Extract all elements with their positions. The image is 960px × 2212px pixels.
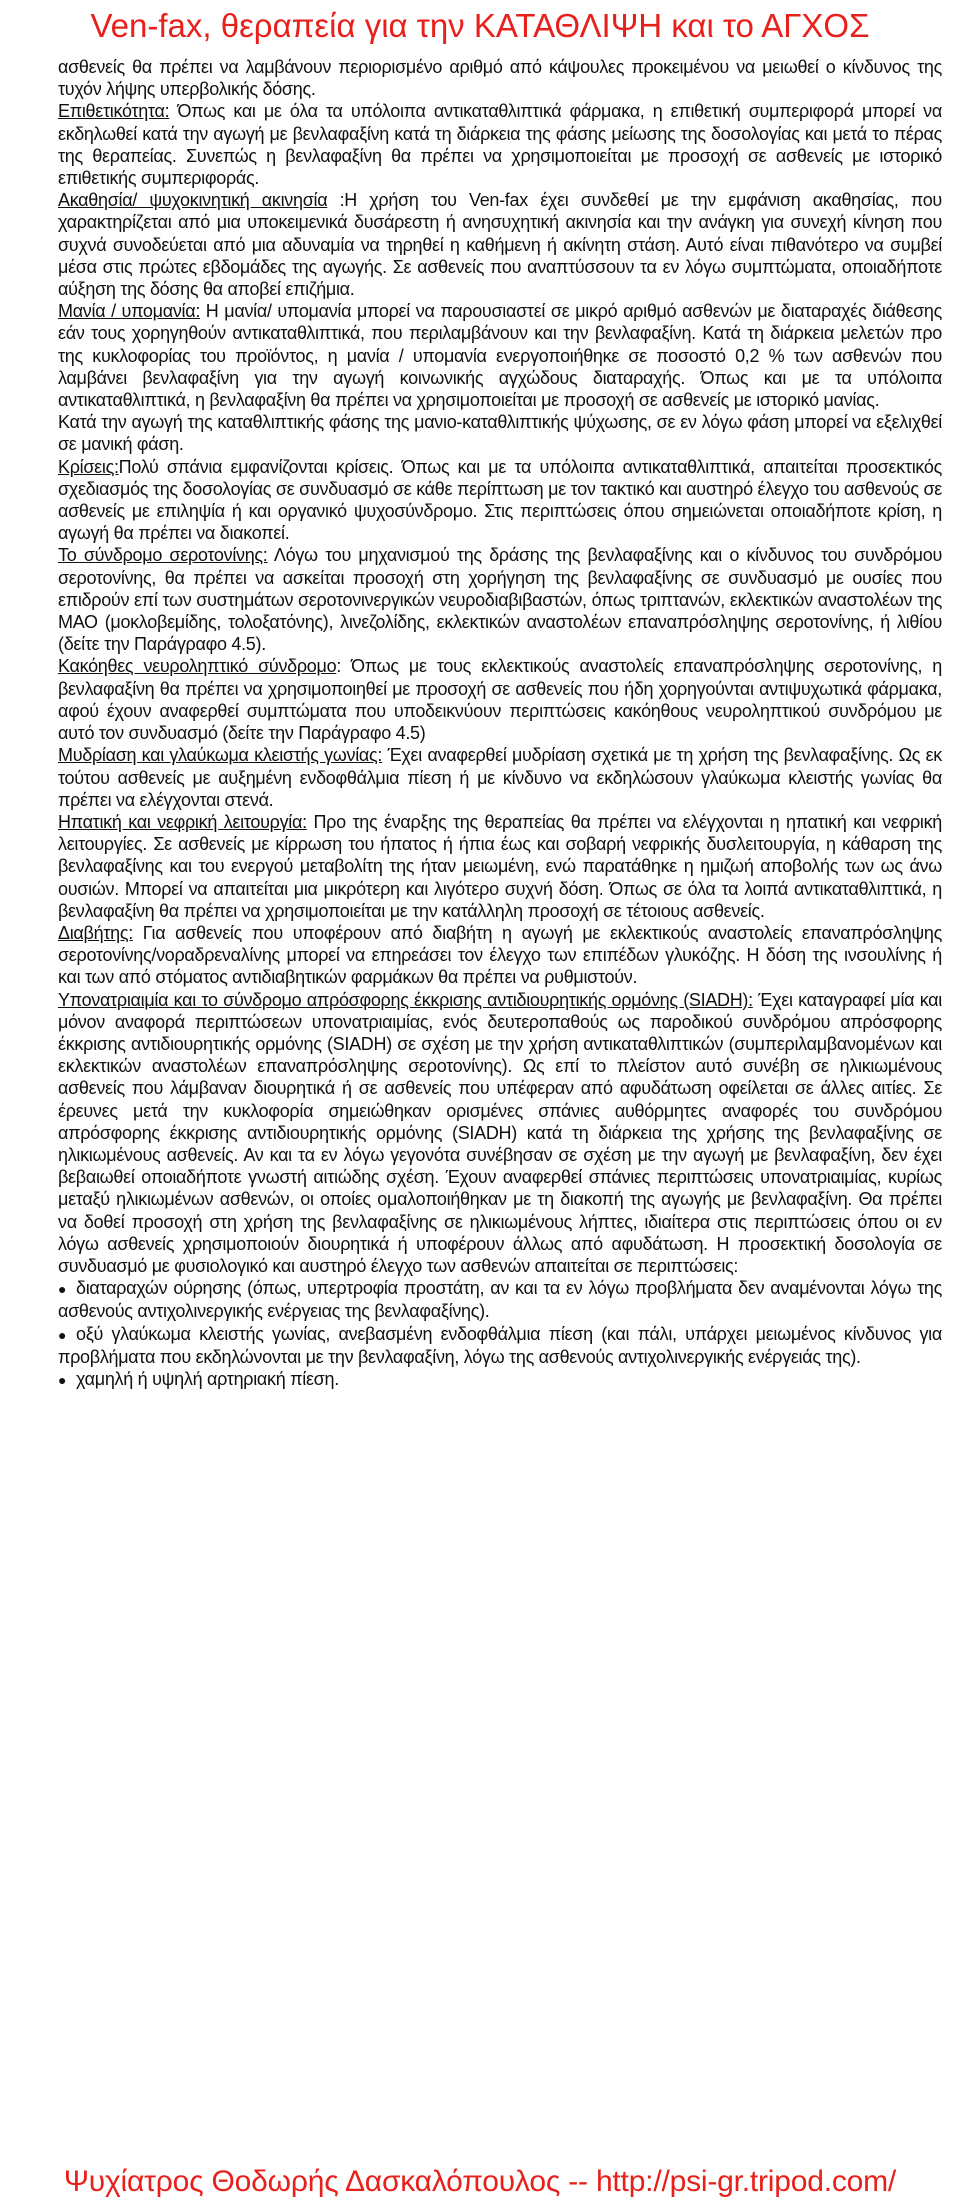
seizures-heading: Κρίσεις:: [58, 456, 119, 477]
nms-heading: Κακόηθες νευροληπτικό σύνδρομο: [58, 656, 337, 677]
mania-paragraph-2: Κατά την αγωγή της καταθλιπτικής φάσης της μανιο-καταθλιπτικής ψύχωσης, σε εν λόγω φάση μπορεί να εξελιχθεί σε μανική φάση.: [58, 412, 942, 455]
liver-text: Προ της έναρξης της θεραπείας θα πρέπει να ελέγχονται η ηπατική και νεφρική λειτουργίες. Σε ασθενείς με κίρρωση του ήπατος ή ήπια έως και σοβαρή νεφρικής δυσλειτουργία, η κάθαρση της βενλαφαξίνης και του ενεργού μεταβολίτη της ήταν μειωμένη, ενώ παρατάθηκε η ημιζωή αποβολής των ως άνω ουσιών. Μπορεί να απαιτείται μια μικρότερη και λιγότερο συχνή δόση. Όπως σε όλα τα λοιπά αντικαταθλιπτικά, η βενλαφαξίνη θα πρέπει να χρησιμοποιείται με την κατάλληλη προσοχή σε τέτοιους ασθενείς.: [58, 811, 942, 921]
nms-text: : Όπως με τους εκλεκτικούς αναστολείς επαναπρόσληψης σεροτονίνης, η βενλαφαξίνη θα πρέπει να χρησιμοποιηθεί με προσοχή σε ασθενείς που ήδη χορηγούνται αντιψυχωτικά φάρμακα, αφού έχουν αναφερθεί συμπτώματα που υποδεικνύουν περιπτώσεις κακόηθους νευροληπτικού συνδρόμου με αυτό τον συνδυασμό (δείτε την Παράγραφο 4.5): [58, 656, 942, 744]
aggression-heading: Επιθετικότητα:: [58, 101, 170, 122]
akathisia-paragraph: [58, 189, 942, 300]
mydriasis-paragraph: [58, 744, 942, 811]
akathisia-heading: Ακαθησία/ ψυχοκινητική ακινησία: [58, 190, 328, 211]
akathisia-text: :Η χρήση του Ven-fax έχει συνδεθεί με την εμφάνιση ακαθησίας, που χαρακτηρίζεται από μια υποκειμενικά δυσάρεστη ή ανησυχητική ακινησία και την ανάγκη για συνεχή κίνηση που συχνά συνοδεύεται από μια αδυναμία να τηρηθεί η καθήμενη ή ακίνητη στάση. Αυτό είναι πιθανότερο να συμβεί μέσα στις πρώτες εβδομάδες της αγωγής. Σε ασθενείς που αναπτύσσουν τα εν λόγω συμπτώματα, οποιαδήποτε αύξηση της δόσης θα αποβεί επιζήμια.: [58, 190, 942, 300]
mydriasis-heading: Μυδρίαση και γλαύκωμα κλειστής γωνίας:: [58, 745, 383, 766]
serotonin-text: Λόγω του μηχανισμού της δράσης της βενλαφαξίνης και ο κίνδυνος του συνδρόμου σεροτονίνης, θα πρέπει να ασκείται προσοχή στη χορήγηση της βενλαφαξίνης σε συνδυασμό με ουσίες που επιδρούν επί των συστημάτων σεροτονινεργικών νευροδιαβιβαστών, όπως τριπτανών, εκλεκτικών αναστολέων της ΜΑΟ (μοκλοβεμίδης, τολοξατόνης), λινεζολίδης, εκλεκτικών αναστολέων επαναπρόσληψης σεροτονίνης, ή λιθίου (δείτε την Παράγραφο 4.5).: [58, 545, 942, 655]
footer-credit: Ψυχίατρος Θοδωρής Δασκαλόπουλος -- http://psi-gr.tripod.com/: [63, 2165, 897, 2198]
aggression-paragraph: [58, 100, 942, 189]
page-title: Ven-fax, θεραπεία για την ΚΑΤΑΘΛΙΨΗ και το ΑΓΧΟΣ: [90, 7, 870, 44]
liver-paragraph: [58, 811, 942, 922]
mania-paragraph: [58, 300, 942, 411]
diabetes-paragraph: [58, 922, 942, 989]
article-body: [58, 56, 942, 2154]
seizures-text: Πολύ σπάνια εμφανίζονται κρίσεις. Όπως και με τα υπόλοιπα αντικαταθλιπτικά, απαιτείται προσεκτικός σχεδιασμός της δοσολογίας σε συνδυασμό σε κάθε περίπτωση με τον τακτικό και αυστηρό έλεγχο του ασθενούς σε ασθενείς με επιληψία ή και οργανικό ψυχοσύνδρομο. Στις περιπτώσεις όπου σημειώνεται οποιαδήποτε κρίση, η αγωγή θα πρέπει να διακοπεί.: [58, 456, 942, 544]
siadh-paragraph: [58, 989, 942, 1278]
nms-paragraph: [58, 655, 942, 744]
diabetes-text: Για ασθενείς που υποφέρουν από διαβήτη η αγωγή με εκλεκτικούς αναστολείς επαναπρόσληψης σεροτονίνης/νοραδρεναλίνης μπορεί να επηρεάσει τον έλεγχο των επιπέδων γλυκόζης. Η δόση της ινσουλίνης ή και των από στόματος αντιδιαβητικών φαρμάκων θα πρέπει να ρυθμιστούν.: [58, 922, 942, 988]
seizures-paragraph: [58, 456, 942, 545]
liver-heading: Ηπατική και νεφρική λειτουργία:: [58, 811, 307, 832]
bullet-item: ● διαταραχών ούρησης (όπως, υπερτροφία προστάτη, αν και τα εν λόγω προβλήματα δεν αναμένονται λόγω της ασθενούς αντιχολινεργικής ενέργειας της βενλαφαξίνης).: [58, 1277, 942, 1322]
serotonin-heading: Το σύνδρομο σεροτονίνης:: [58, 545, 268, 566]
intro-paragraph: ασθενείς θα πρέπει να λαμβάνουν περιορισμένο αριθμό από κάψουλες προκειμένου να μειωθεί ο κίνδυνος της τυχόν λήψης υπερβολικής δόσης.: [58, 57, 942, 100]
siadh-heading: Υπονατριαιμία και το σύνδρομο απρόσφορης έκκρισης αντιδιουρητικής ορμόνης (SIADH):: [58, 989, 753, 1010]
diabetes-heading: Διαβήτης:: [58, 922, 133, 943]
siadh-text: Έχει καταγραφεί μία και μόνον αναφορά περιπτώσεων υπονατριαιμίας, ενός δευτεροπαθούς ως παροδικού συνδρόμου απρόσφορης έκκρισης αντιδιουρητικής ορμόνης (SIADH) σε σχέση με την χρήση αντικαταθλιπτικών (συμπεριλαμβανομένων και εκλεκτικών αναστολέων επαναπρόσληψης σεροτονίνης). Ως επί το πλείστον αυτό συνέβη σε ηλικιωμένους ασθενείς που λάμβαναν διουρητικά ή σε ασθενείς που υπέφεραν από αφυδάτωση οφείλεται σε άλλες αιτίες. Σε έρευνες μετά την κυκλοφορία σημειώθηκαν ορισμένες σπάνιες αυθόρμητες αναφορές του συνδρόμου απρόσφορης έκκρισης αντιδιουρητικής ορμόνης (SIADH) κατά τη διάρκεια της χρήσης της βενλαφαξίνης σε ηλικιωμένους ασθενείς. Αν και τα εν λόγω γεγονότα συνέβησαν σε σχέση με την αγωγή με βενλαφαξίνη, δεν έχει βεβαιωθεί οποιαδήποτε γνωστή αιτιώδης σχέση. Έχουν αναφερθεί σπάνιες περιπτώσεις υπονατριαιμίας, κυρίως μεταξύ ηλικιωμένων ασθενών, οι οποίες ομαλοποιήθηκαν με τη διακοπή της αγωγής με βενλαφαξίνη. Θα πρέπει να δοθεί προσοχή στη χρήση της βενλαφαξίνης σε ηλικιωμένους λήπτες, ιδιαίτερα στις περιπτώσεις όπου οι εν λόγω ασθενείς χρησιμοποιούν διουρητικά ή υποφέρουν άλλως από αφυδάτωση. Η προσεκτική δοσολογία σε συνδυασμό με φυσιολογικό και αυστηρό έλεγχο των ασθενών απαιτείται σε περιπτώσεις:: [58, 989, 942, 1276]
bullet-item: ● χαμηλή ή υψηλή αρτηριακή πίεση.: [58, 1368, 942, 1391]
bullet-item: ● οξύ γλαύκωμα κλειστής γωνίας, ανεβασμένη ενδοφθάλμια πίεση (και πάλι, υπάρχει μειωμένος κίνδυνος για προβλήματα που εκδηλώνονται με την βενλαφαξίνη, λόγω της ασθενούς αντιχολινεργικής ενέργειάς της).: [58, 1323, 942, 1368]
aggression-text: Όπως και με όλα τα υπόλοιπα αντικαταθλιπτικά φάρμακα, η επιθετική συμπεριφορά μπορεί να εκδηλωθεί κατά την αγωγή με βενλαφαξίνη κατά τη διάρκεια της φάσης μείωσης της δοσολογίας και μετά το πέρας της θεραπείας. Συνεπώς η βενλαφαξίνη θα πρέπει να χρησιμοποιείται με προσοχή σε ασθενείς με ιστορικό επιθετικής συμπεριφοράς.: [58, 101, 942, 189]
mania-heading: Μανία / υπομανία:: [58, 301, 201, 322]
mania-text: Η μανία/ υπομανία μπορεί να παρουσιαστεί σε μικρό αριθμό ασθενών με διαταραχές διάθεσης εάν τους χορηγηθούν αντικαταθλιπτικά, που περιλαμβάνουν και την βενλαφαξίνη. Κατά τη διάρκεια μελετών προ της κυκλοφορίας του προϊόντος, η μανία / υπομανία ενεργοποιήθηκε σε ποσοστό 0,2 % των ασθενών που λαμβάνει βενλαφαξίνη για την αγωγή κοινωνικής αγχώδους διαταραχής. Όπως και με τα υπόλοιπα αντικαταθλιπτικά, η βενλαφαξίνη θα πρέπει να χρησιμοποιείται με προσοχή σε ασθενείς με ιστορικό μανίας.: [58, 301, 942, 411]
mydriasis-text: Έχει αναφερθεί μυδρίαση σχετικά με τη χρήση της βενλαφαξίνης. Ως εκ τούτου ασθενείς με αυξημένη ενδοφθάλμια πίεση ή με κίνδυνο να εκδηλώσουν γλαύκωμα κλειστής γωνίας θα πρέπει να ελέγχονται στενά.: [58, 745, 942, 810]
serotonin-paragraph: [58, 544, 942, 655]
